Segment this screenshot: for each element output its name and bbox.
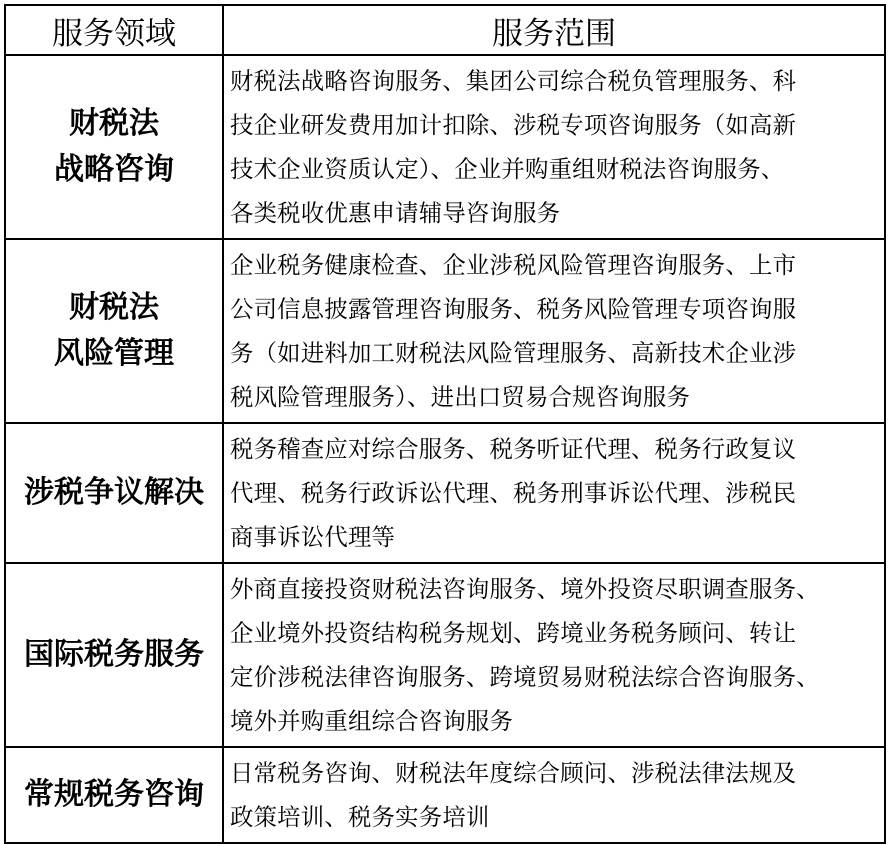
service-scope-line: 公司信息披露管理咨询服务、税务风险管理专项咨询服 [230,295,797,323]
services-table [4,4,886,844]
table-row [5,747,885,843]
service-domain-cell [5,55,223,239]
service-scope-line: 政策培训、税务实务培训 [230,803,490,831]
service-scope-cell [223,423,885,563]
service-domain-label: 涉税争议解决 [24,475,204,510]
service-scope-line: 各类税收优惠申请辅导咨询服务 [230,199,561,227]
service-domain-label: 财税法 [69,106,159,141]
service-scope-line: 代理、税务行政诉讼代理、税务刑事诉讼代理、涉税民 [230,479,797,507]
service-scope-cell [223,239,885,423]
service-domain-label: 常规税务咨询 [24,777,204,812]
service-scope-line: 技企业研发费用加计扣除、涉税专项咨询服务（如高新 [230,111,797,139]
service-domain-cell [5,239,223,423]
table-row [5,423,885,563]
service-domain-cell [5,563,223,747]
service-scope-line: 技术企业资质认定）、企业并购重组财税法咨询服务、 [230,155,785,183]
service-scope-line: 境外并购重组综合咨询服务 [230,707,514,735]
service-scope-line: 企业税务健康检查、企业涉税风险管理咨询服务、上市 [230,251,797,279]
domain-column-header: 服务领域 [5,5,223,55]
service-scope-line: 定价涉税法律咨询服务、跨境贸易财税法综合咨询服务、 [230,663,820,691]
table-row [5,239,885,423]
service-scope-cell [223,55,885,239]
service-domain-label: 风险管理 [54,336,174,371]
service-scope-cell [223,747,885,843]
service-scope-line: 税务稽查应对综合服务、税务听证代理、税务行政复议 [230,435,797,463]
service-domain-label: 战略咨询 [54,152,174,187]
service-scope-line: 商事诉讼代理等 [230,523,396,551]
header-row [5,5,885,55]
table-row [5,563,885,747]
service-domain-label: 国际税务服务 [24,637,204,672]
table-row [5,55,885,239]
service-scope-line: 企业境外投资结构税务规划、跨境业务税务顾问、转让 [230,619,797,647]
service-scope-line: 日常税务咨询、财税法年度综合顾问、涉税法律法规及 [230,759,797,787]
scope-column-header: 服务范围 [223,5,885,55]
service-domain-label: 财税法 [69,290,159,325]
service-domain-cell [5,423,223,563]
service-scope-line: 外商直接投资财税法咨询服务、境外投资尽职调查服务、 [230,575,820,603]
service-scope-line: 税风险管理服务）、进出口贸易合规咨询服务 [230,383,691,411]
service-domain-cell [5,747,223,843]
service-scope-cell [223,563,885,747]
service-scope-line: 财税法战略咨询服务、集团公司综合税负管理服务、科 [230,67,797,95]
service-scope-line: 务（如进料加工财税法风险管理服务、高新技术企业涉 [230,339,797,367]
